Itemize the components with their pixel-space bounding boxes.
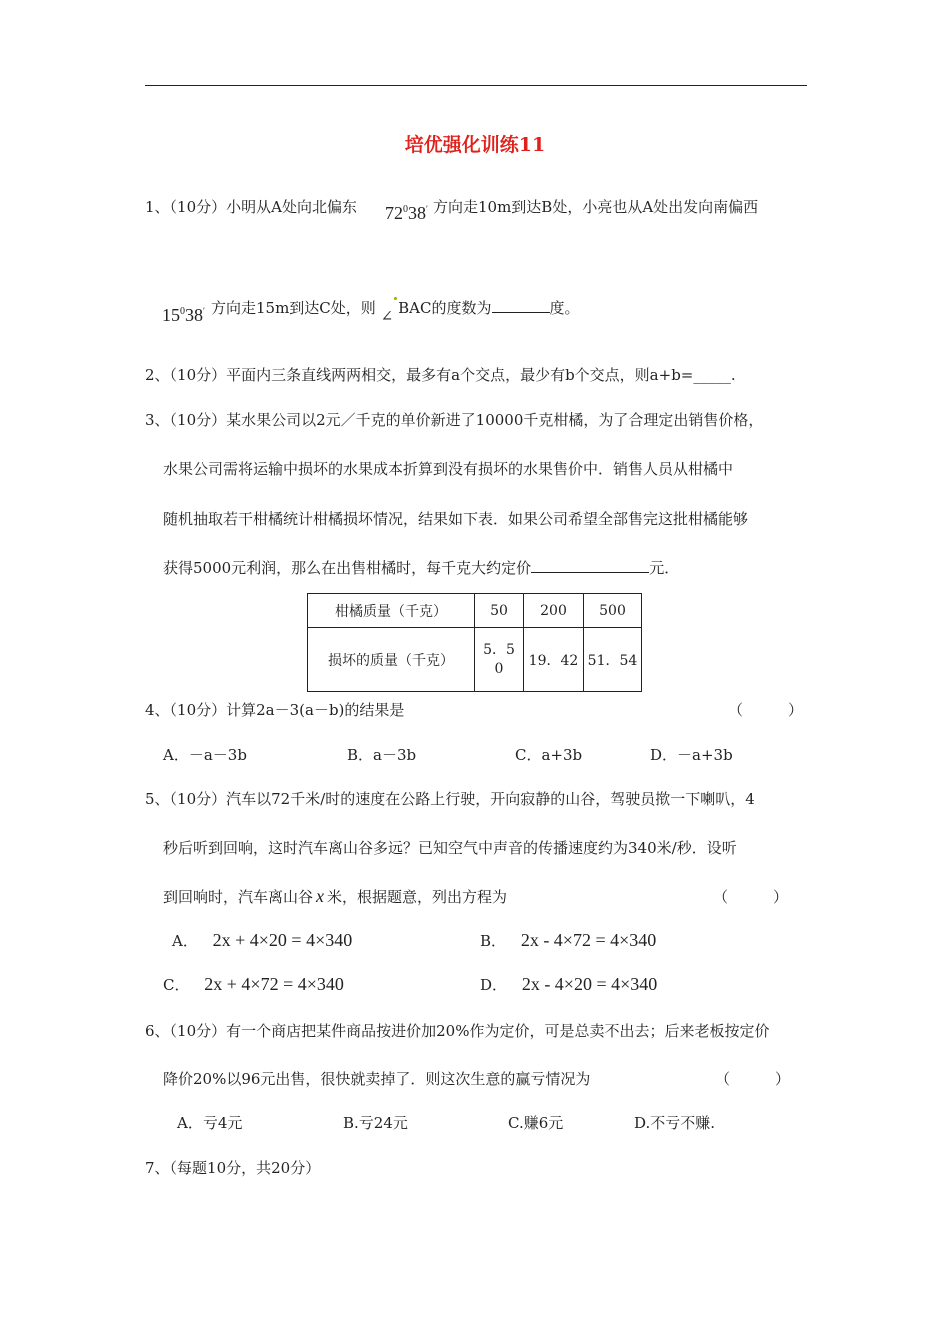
decor-dot [394, 297, 397, 300]
table-cell: 500 [584, 594, 642, 628]
q6-line1: 6、（10分）有一个商店把某件商品按进价加20%作为定价，可是总卖不出去；后来老板按定价 [145, 1022, 770, 1040]
q5-line2: 秒后听到回响，这时汽车离山谷多远？已知空气中声音的传播速度约为340米/秒．设听 [163, 839, 737, 857]
q2-text: 2、（10分）平面内三条直线两两相交，最多有a个交点，最少有b个交点，则a+b=_____. [145, 366, 736, 384]
header-rule [145, 85, 807, 86]
table-row [308, 594, 642, 628]
q4-text: 4、（10分）计算2a－3(a－b)的结果是 [145, 701, 405, 719]
q6-line2: 降价20%以96元出售，很快就卖掉了．则这次生意的赢亏情况为 [163, 1070, 591, 1088]
q4-option-d[interactable]: D．－a+3b [650, 746, 733, 764]
variable-x: x [316, 886, 325, 906]
q5-option-d[interactable]: D． 2x - 4×20 = 4×340 [480, 974, 658, 994]
q1-line2: 方向走15m到达C处，则 ∠ BAC的度数为 度。 [211, 299, 580, 325]
q1-line1 [145, 196, 357, 217]
q6-option-c[interactable]: C.赚6元 [508, 1114, 564, 1132]
page-title: 培优强化训练11 [404, 134, 546, 156]
q5-line1: 5、（10分）汽车以72千米/时的速度在公路上行驶，开向寂静的山谷，驾驶员揿一下喇叭，4 [145, 790, 755, 808]
q5-option-a[interactable]: A． 2x + 4×20 = 4×340 [172, 930, 353, 950]
q3-line1: 3、（10分）某水果公司以2元／千克的单价新进了10000千克柑橘，为了合理定出销售价格， [145, 411, 764, 429]
table-cell: 50 [475, 594, 524, 628]
q4-answer-paren[interactable]: （ ） [728, 701, 804, 719]
table-row [308, 628, 642, 692]
q5-answer-paren[interactable]: （ ） [713, 888, 789, 906]
table-header-cell: 损坏的质量（千克） [308, 628, 475, 692]
table-cell: 5．5 0 [475, 628, 524, 692]
q4-option-b[interactable]: B．a－3b [347, 746, 417, 764]
q5-line3: 到回响时，汽车离山谷 x 米，根据题意，列出方程为 [163, 886, 508, 906]
q7-heading: 7、（每题10分，共20分） [145, 1159, 321, 1177]
q1-angle1: $72^038'$ [385, 203, 428, 223]
q1-answer-blank[interactable] [492, 298, 550, 313]
q5-option-c[interactable]: C． 2x + 4×72 = 4×340 [163, 974, 344, 994]
q4-option-a[interactable]: A．－a－3b [163, 746, 247, 764]
q1-text-a: 1、（10分）小明从A处向北偏东 [145, 198, 357, 216]
table-cell: 19．42 [524, 628, 584, 692]
q3-line3: 随机抽取若干柑橘统计柑橘损坏情况，结果如下表．如果公司希望全部售完这批柑橘能够 [163, 510, 749, 528]
q6-option-a[interactable]: A．亏4元 [177, 1114, 243, 1132]
q6-option-d[interactable]: D.不亏不赚. [634, 1114, 716, 1132]
q6-option-b[interactable]: B.亏24元 [343, 1114, 408, 1132]
q1-text-b: 方向走10m到达B处，小亮也从A处出发向南偏西 [433, 198, 759, 216]
orange-damage-table [307, 593, 642, 692]
angle-symbol: ∠ [380, 307, 394, 325]
q3-line4: 获得5000元利润，那么在出售柑橘时，每千克大约定价 元． [163, 559, 680, 577]
table-cell: 200 [524, 594, 584, 628]
q1-angle2: $15^038'$ [162, 305, 205, 325]
table-header-cell: 柑橘质量（千克） [308, 594, 475, 628]
q5-option-b[interactable]: B． 2x - 4×72 = 4×340 [480, 930, 657, 950]
q4-option-c[interactable]: C．a+3b [515, 746, 583, 764]
q3-answer-blank[interactable] [531, 558, 649, 573]
table-cell: 51．54 [584, 628, 642, 692]
q3-line2: 水果公司需将运输中损坏的水果成本折算到没有损坏的水果售价中．销售人员从柑橘中 [163, 460, 734, 478]
q6-answer-paren[interactable]: （ ） [715, 1070, 791, 1088]
